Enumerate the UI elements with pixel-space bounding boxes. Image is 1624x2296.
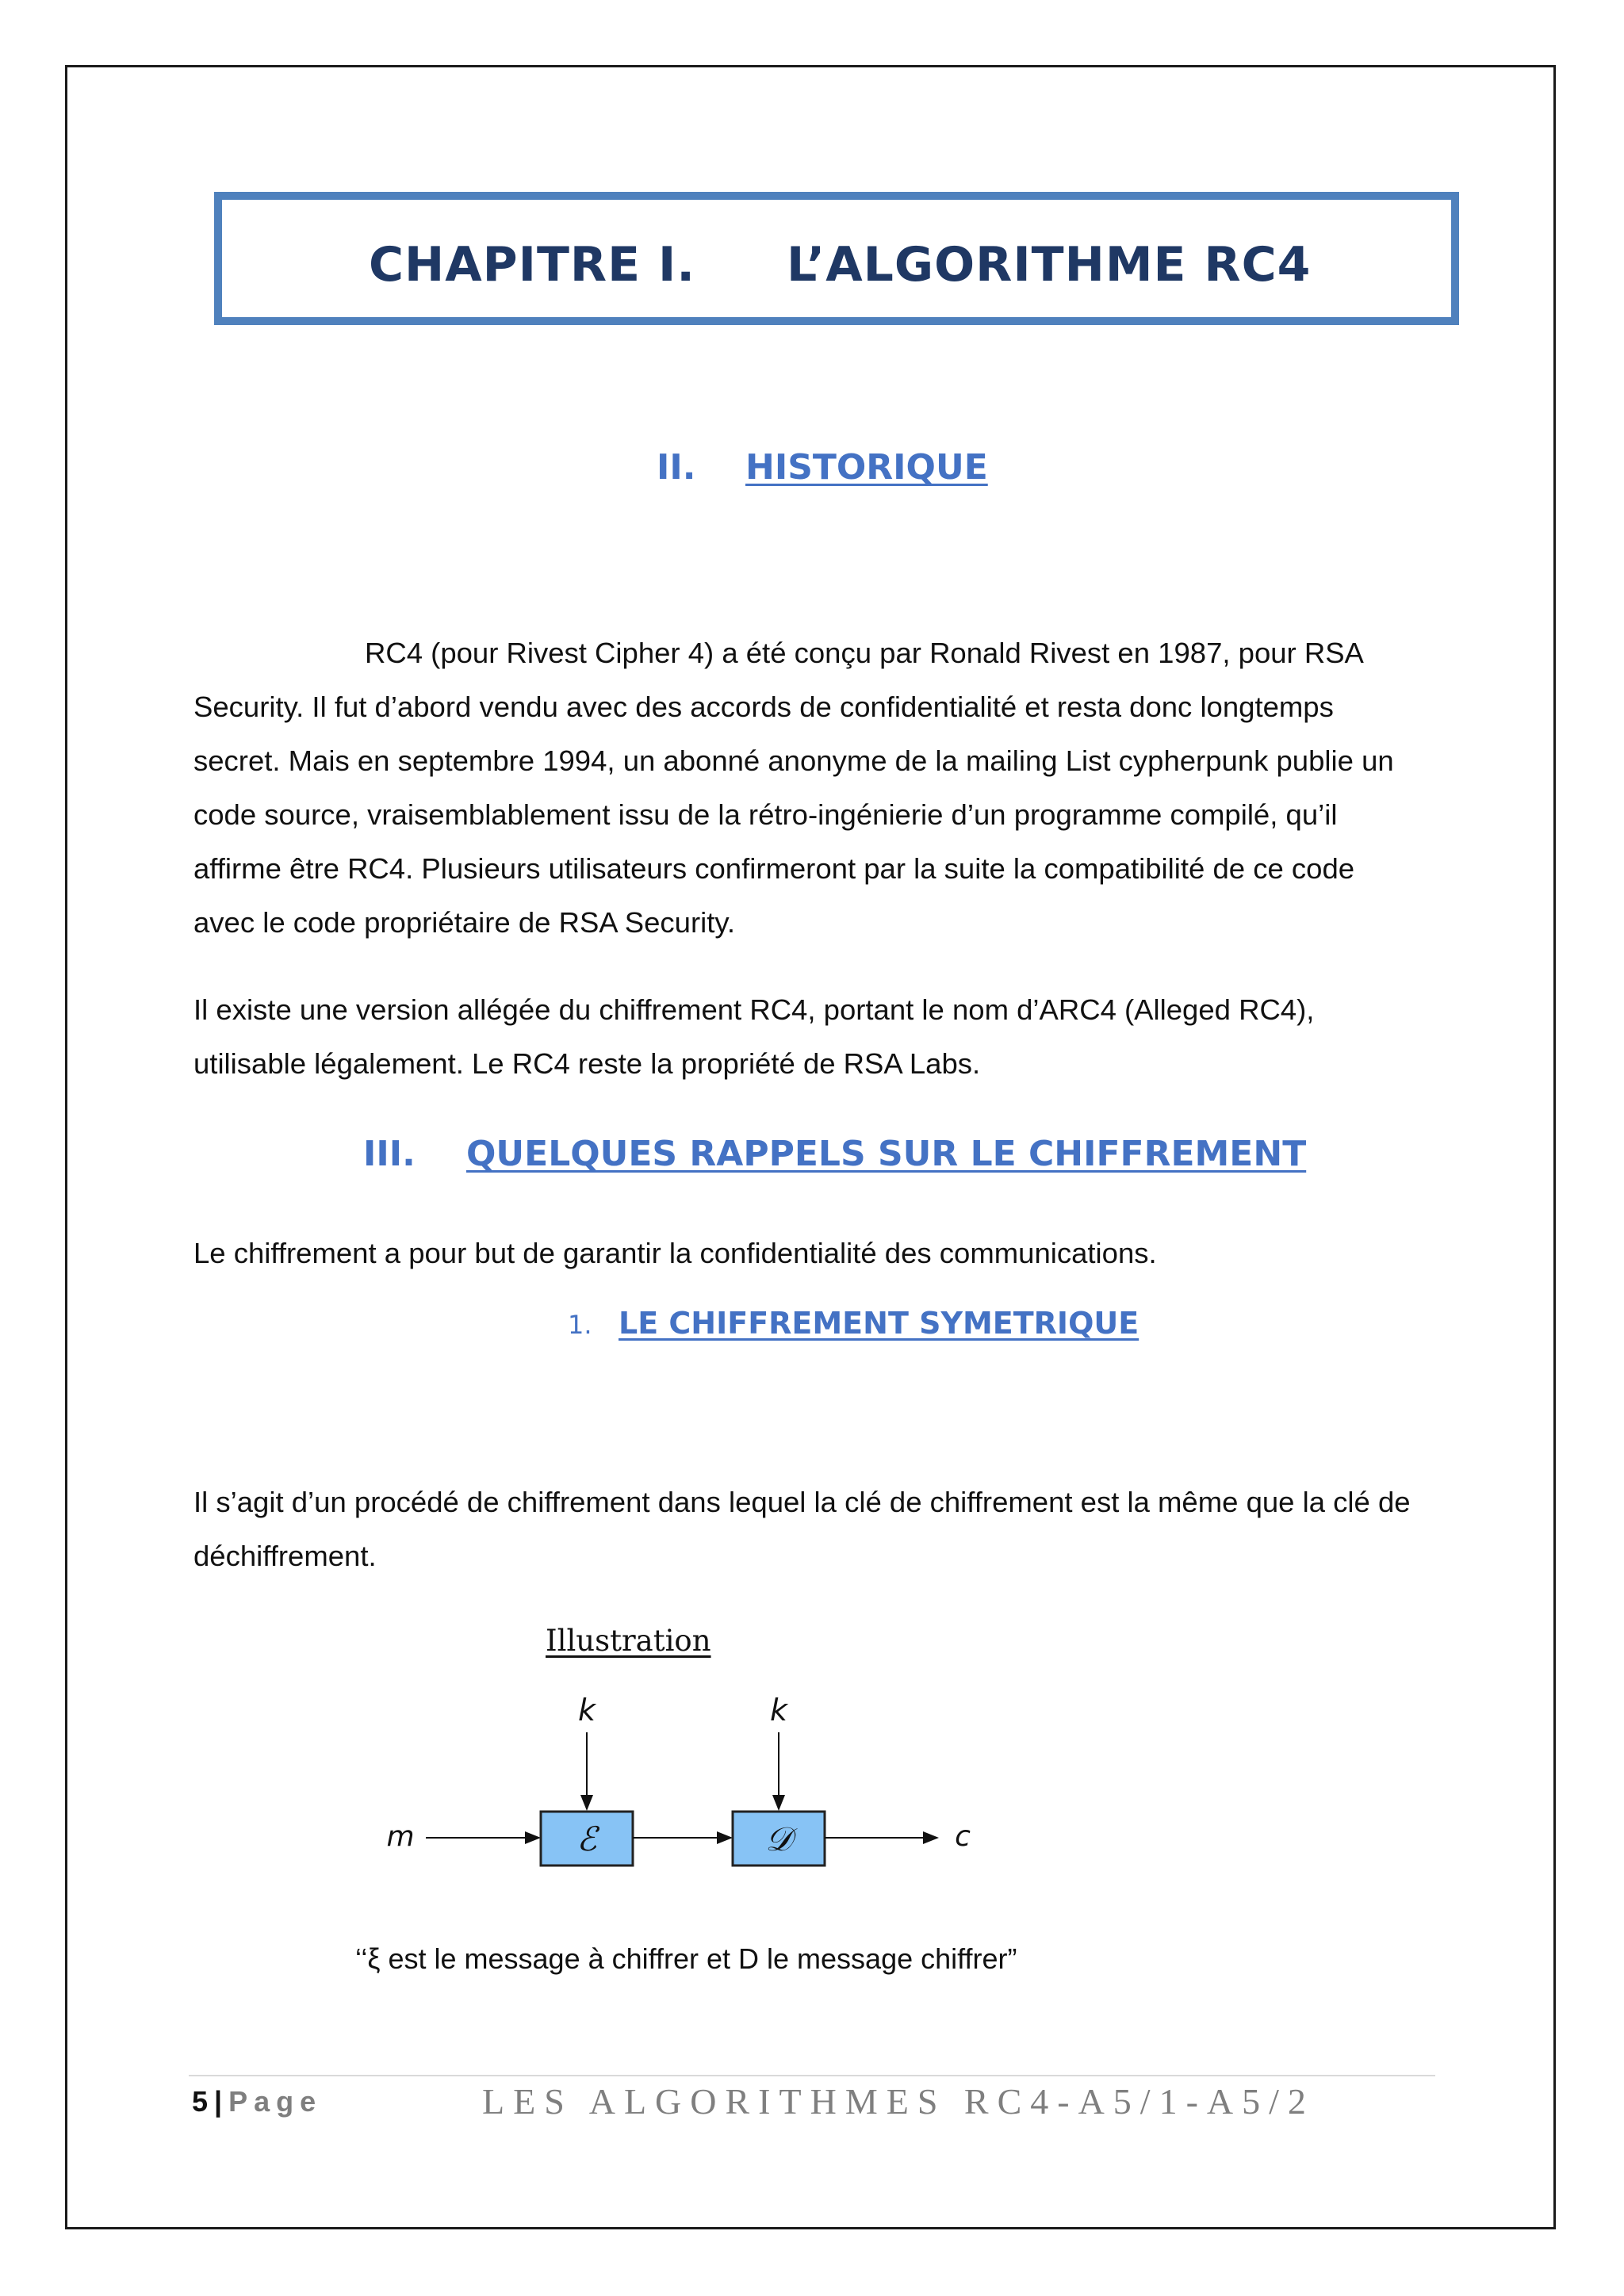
- page-label: Page: [228, 2085, 323, 2118]
- footer-page-indicator: [192, 2085, 322, 2118]
- section-number: III.: [363, 1134, 416, 1174]
- decrypt-symbol: 𝒟: [765, 1820, 792, 1858]
- illustration-caption: ‘‘ξ est le message à chiffrer et D le message chiffrer”: [355, 1942, 1017, 1975]
- subsection-title: LE CHIFFREMENT SYMETRIQUE: [619, 1306, 1139, 1341]
- key-label-decrypt: k: [769, 1693, 788, 1728]
- key-label-encrypt: k: [577, 1693, 596, 1728]
- section-title: QUELQUES RAPPELS SUR LE CHIFFREMENT: [466, 1134, 1307, 1174]
- subsection-number: 1.: [568, 1310, 592, 1340]
- encrypt-symbol: ℰ: [576, 1820, 597, 1858]
- footer-separator: |: [214, 2085, 223, 2118]
- footer-divider: [189, 2075, 1435, 2076]
- input-label: m: [386, 1820, 415, 1853]
- page-number: 5: [192, 2085, 209, 2118]
- symmetric-cipher-diagram: [373, 1689, 1007, 1895]
- paragraph-rc4-history: RC4 (pour Rivest Cipher 4) a été conçu par Ronald Rivest en 1987, pour RSA Security. Il fut d’abord vendu avec des accords de confidentialité et resta donc longtemps secret. Mais en septembre 1994, un abonné anonyme de la mailing List cypherpunk publie un code source, vraisemblablement issu de la rétro-ingénierie d’un programme compilé, qu’il affirme être RC4. Plusieurs utilisateurs confirmeront par la suite la compatibilité de ce code avec le code propriétaire de RSA Security.: [193, 637, 1394, 939]
- paragraph-arc4: Il existe une version allégée du chiffrement RC4, portant le nom d’ARC4 (Alleged RC4), utilisable légalement. Le RC4 reste la propriété de RSA Labs.: [193, 993, 1315, 1080]
- paragraph-symmetric-definition: Il s’agit d’un procédé de chiffrement dans lequel la clé de chiffrement est la même que la clé de déchiffrement.: [193, 1486, 1411, 1572]
- output-label: c: [955, 1820, 971, 1853]
- footer-document-title: LES ALGORITHMES RC4-A5/1-A5/2: [482, 2081, 1315, 2122]
- section-number: II.: [657, 447, 696, 488]
- section-title: HISTORIQUE: [745, 447, 988, 488]
- illustration-title: Illustration: [546, 1624, 711, 1658]
- chapter-header-box: [214, 192, 1459, 325]
- chapter-number: CHAPITRE I.: [369, 237, 696, 293]
- paragraph-chiffrement-goal: Le chiffrement a pour but de garantir la confidentialité des communications.: [193, 1237, 1157, 1269]
- chapter-title: L’ALGORITHME RC4: [787, 237, 1312, 293]
